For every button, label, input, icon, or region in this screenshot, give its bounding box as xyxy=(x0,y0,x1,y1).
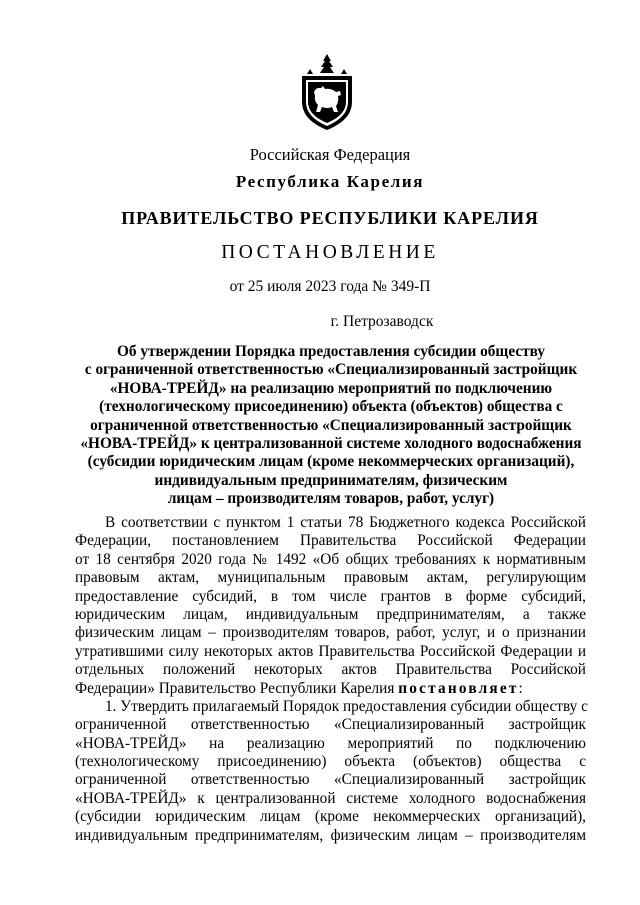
document-title xyxy=(72,343,590,509)
preamble-line: предоставление субсидий, в том числе грантов в форме субсидий, xyxy=(75,587,586,605)
title-line: «НОВА-ТРЕЙД» на реализацию мероприятий по подключению xyxy=(109,379,553,397)
title-line: лицам – производителям товаров, работ, услуг) xyxy=(167,490,495,508)
preamble-line: от 18 сентября 2020 года № 1492 «Об общих требованиях к нормативным xyxy=(75,550,586,568)
document-type: ПОСТАНОВЛЕНИЕ xyxy=(221,242,439,263)
preamble-last-line xyxy=(75,680,586,698)
government-name: ПРАВИТЕЛЬСТВО РЕСПУБЛИКИ КАРЕЛИЯ xyxy=(121,208,539,228)
title-line: индивидуальным предпринимателям, физическим xyxy=(154,471,508,489)
preamble-last-suffix: : xyxy=(518,679,523,697)
item1-line: (субсидии юридическим лицам (кроме некоммерческих организаций), xyxy=(75,808,586,826)
item1-line: «НОВА-ТРЕЙД» на реализацию мероприятий по подключению xyxy=(75,734,586,752)
preamble-line: утратившими силу некоторых актов Правительства Российской Федерации и xyxy=(75,642,586,660)
republic-name: Республика Карелия xyxy=(235,172,425,191)
document-city: г. Петрозаводск xyxy=(330,313,434,330)
preamble-line: юридическим лицам, индивидуальным предпринимателям, а также xyxy=(75,605,586,623)
title-line: (субсидии юридическим лицам (кроме некоммерческих организаций), xyxy=(87,453,575,471)
item1-line: 1. Утвердить прилагаемый Порядок предоставления субсидии обществу с xyxy=(105,697,588,715)
preamble-line: отдельных положений некоторых актов Правительства Российской xyxy=(75,661,586,679)
item1-line: ограниченной ответственностью «Специализированный застройщик xyxy=(75,716,586,734)
resolution-keyword: постановляет xyxy=(398,679,519,697)
item1-line: индивидуальным предпринимателям, физическим лицам – производителям xyxy=(75,826,586,844)
document-date-number: от 25 июля 2023 года № 349-П xyxy=(229,278,431,295)
title-line: Об утверждении Порядка предоставления субсидии обществу xyxy=(116,343,546,360)
preamble-line: правовым актам, муниципальным правовым актам, регулирующим xyxy=(75,569,586,587)
item1-line: ограниченной ответственностью «Специализированный застройщик xyxy=(75,771,586,789)
preamble-last-prefix: Федерации» Правительство Республики Карелия xyxy=(75,679,399,697)
document-body xyxy=(75,514,586,845)
title-line: «НОВА-ТРЕЙД» к централизованной системе холодного водоснабжения xyxy=(80,435,582,453)
preamble-line: В соответствии с пунктом 1 статьи 78 Бюджетного кодекса Российской xyxy=(105,514,586,531)
item1-line: «НОВА-ТРЕЙД» к централизованной системе холодного водоснабжения xyxy=(75,789,586,807)
title-line: ограниченной ответственностью «Специализированный застройщик xyxy=(90,416,572,434)
preamble-line: физическим лицам – производителям товаров, работ, услуг, и о признании xyxy=(75,624,586,642)
item1-line: (технологическому присоединению) объекта (объектов) общества с xyxy=(75,753,586,771)
title-line: с ограниченной ответственностью «Специализированный застройщик xyxy=(84,361,578,379)
karelia-coat-of-arms-icon xyxy=(298,52,356,132)
title-line: (технологическому присоединению) объекта (объектов) общества с xyxy=(99,398,563,416)
country-name: Российская Федерация xyxy=(249,145,411,164)
preamble-line: Федерации, постановлением Правительства Российской Федерации xyxy=(75,532,586,550)
